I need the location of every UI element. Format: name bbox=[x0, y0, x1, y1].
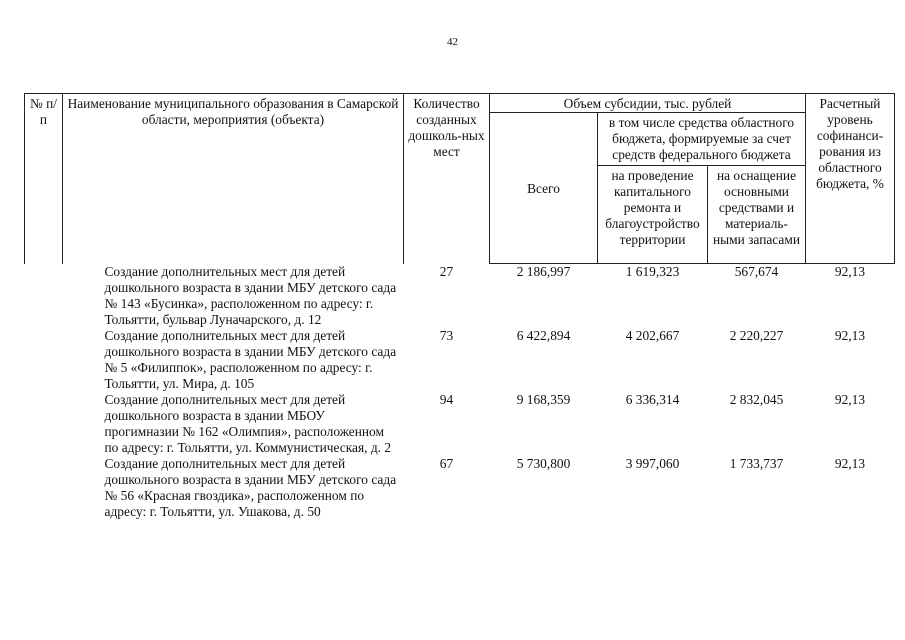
cell-total: 9 168,359 bbox=[516, 391, 571, 407]
cell-level: 92,13 bbox=[834, 327, 866, 343]
cell-total: 5 730,800 bbox=[516, 455, 571, 471]
cell-num bbox=[25, 392, 63, 456]
cell-count: 94 bbox=[439, 391, 454, 407]
cell-name: Создание дополнительных мест для детей дошкольного возраста в здании МБУ детского сада № 56 «Красная гвоздика», расположенном по адресу: г. Тольятти, ул. Ушакова, д. 50 bbox=[104, 455, 397, 519]
cell-num bbox=[25, 328, 63, 392]
cell-name: Создание дополнительных мест для детей дошкольного возраста в здании МБУ детского сада № 5 «Филиппок», расположенном по адресу: г. Тольятти, ул. Мира, д. 105 bbox=[104, 327, 397, 391]
cell-total: 6 422,894 bbox=[516, 327, 571, 343]
table-row bbox=[25, 264, 895, 328]
cell-num bbox=[25, 264, 63, 328]
cell-repair: 4 202,667 bbox=[625, 327, 680, 343]
cell-num bbox=[25, 456, 63, 520]
table-body bbox=[25, 264, 895, 520]
header-count: Количество созданных дошколь-ных мест bbox=[404, 94, 490, 264]
cell-name: Создание дополнительных мест для детей дошкольного возраста в здании МБУ детского сада № 143 «Бусинка», расположенном по адресу: г. Тольятти, бульвар Луначарского, д. 12 bbox=[104, 263, 397, 327]
subsidy-table bbox=[24, 93, 895, 520]
cell-equipment: 567,674 bbox=[734, 264, 779, 279]
cell-equipment: 1 733,737 bbox=[729, 455, 784, 471]
header-volume: Объем субсидии, тыс. рублей bbox=[490, 94, 806, 113]
cell-level: 92,13 bbox=[834, 264, 866, 279]
cell-count: 73 bbox=[439, 327, 454, 343]
cell-count: 27 bbox=[439, 263, 454, 279]
header-including: в том числе средства областного бюджета, формируемые за счет средств федерального бюджета bbox=[598, 113, 806, 166]
header-total: Всего bbox=[490, 113, 598, 264]
cell-count: 67 bbox=[439, 455, 454, 471]
table-row bbox=[25, 328, 895, 392]
table-row bbox=[25, 392, 895, 456]
header-name: Наименование муниципального образования в Самарской области, мероприятия (объекта) bbox=[63, 94, 404, 264]
header-num: № п/п bbox=[25, 94, 63, 264]
page-number: 42 bbox=[447, 36, 458, 48]
table-header bbox=[25, 94, 895, 264]
table-row bbox=[25, 456, 895, 520]
cell-level: 92,13 bbox=[834, 391, 866, 407]
cell-equipment: 2 220,227 bbox=[729, 327, 784, 343]
cell-level: 92,13 bbox=[834, 455, 866, 471]
cell-repair: 1 619,323 bbox=[625, 264, 680, 279]
header-level: Расчетный уровень софинанси-рования из областного бюджета, % bbox=[806, 94, 895, 264]
header-equipment: на оснащение основными средствами и материаль-ными запасами bbox=[708, 166, 806, 264]
cell-repair: 3 997,060 bbox=[625, 455, 680, 471]
cell-total: 2 186,997 bbox=[516, 264, 571, 279]
header-repair: на проведение капитального ремонта и благоустройство территории bbox=[598, 166, 708, 264]
cell-name: Создание дополнительных мест для детей дошкольного возраста в здании МБОУ прогимназии № 162 «Олимпия», расположенном по адресу: г. Тольятти, ул. Коммунистическая, д. 2 bbox=[104, 391, 392, 455]
cell-repair: 6 336,314 bbox=[625, 391, 680, 407]
cell-equipment: 2 832,045 bbox=[729, 391, 784, 407]
